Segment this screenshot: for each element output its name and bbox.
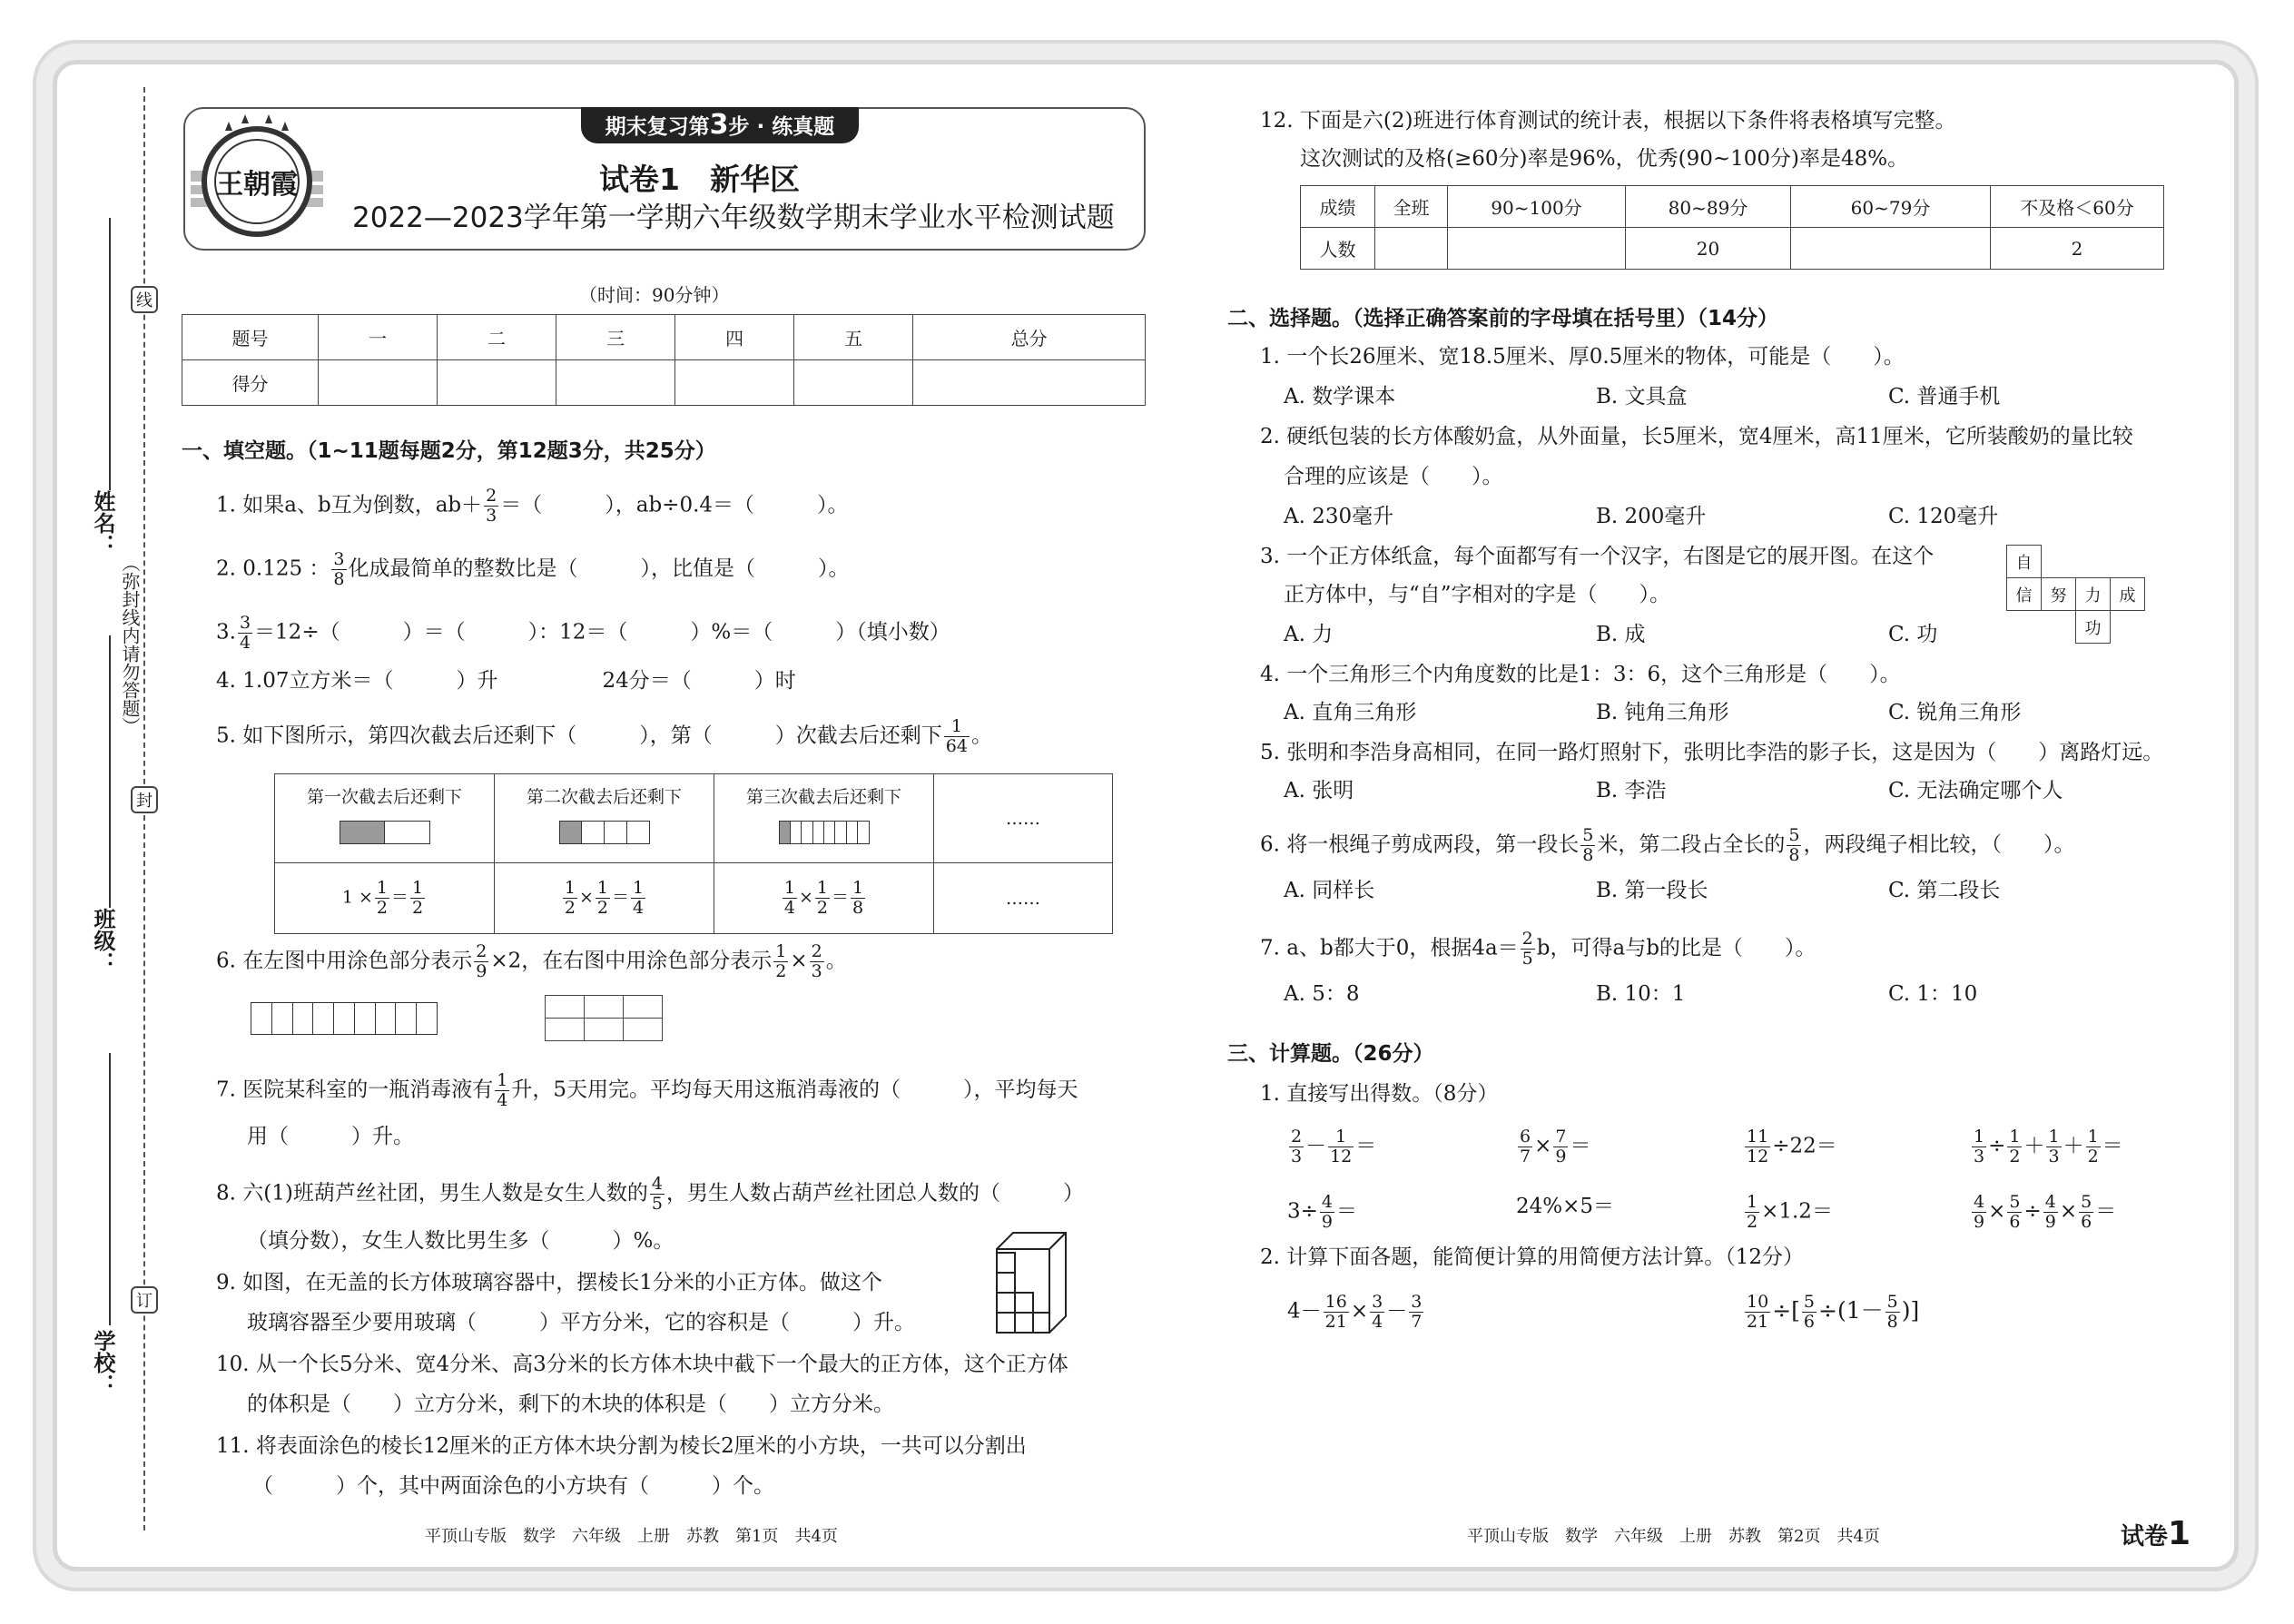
paper-tag-num: 1 [2168,1515,2191,1552]
mc-q5-c[interactable]: C. 无法确定哪个人 [1888,779,2063,802]
q10-cont: 的体积是（ ）立方分米，剩下的木块的体积是（ ）立方分米。 [247,1393,894,1416]
q1-text: ＝（ ），ab÷0.4＝（ ）。 [500,493,849,517]
logo-text: 王朝霞 [216,169,298,201]
stats-head: 不及格＜60分 [1991,186,2164,228]
q11-cont: （ ）个，其中两面涂色的小方块有（ ）个。 [252,1474,774,1498]
score-cell[interactable] [319,360,438,406]
calc-expr: $\frac{6}{7}$ × $\frac{7}{9}$ ＝ [1520,1127,1591,1166]
mc-q6-a[interactable]: A. 同样长 [1284,879,1375,902]
q7-text: 7. a、b都大于0，根据4a＝ [1260,936,1519,960]
q6-text: ，两段绳子相比较，（ ）。 [1803,832,2075,857]
stats-cell: 2 [1991,228,2164,270]
mc-q4: 4. 一个三角形三个内角度数的比是1：3：6，这个三角形是（ ）。 [1260,663,1901,686]
footer-right: 平顶山专版 数学 六年级 上册 苏教 第2页 共4页 [1467,1527,1880,1546]
mc-q5-b[interactable]: B. 李浩 [1596,779,1667,802]
cut-expr: $\frac{1}{2}$ × $\frac{1}{2}$ ＝ $\frac{1}{4}$ [495,863,714,934]
op: ÷22＝ [1772,1134,1837,1158]
net-face: 努 [2042,578,2076,611]
grid-9-cells[interactable] [251,1002,438,1035]
fraction: $\frac{2}{3}$ [486,486,497,526]
mc-q6: 6. 将一根绳子剪成两段，第一段长 $\frac{5}{8}$ 米，第二段占全长的 $\frac{5}{8}$ ，两段绳子相比较，（ ）。 [1260,825,2075,865]
score-table [182,314,1146,406]
score-cell[interactable] [913,360,1146,406]
op: ÷ [2023,1199,2042,1224]
tie-mark: 订 [131,1286,158,1314]
stats-cell: 20 [1626,228,1791,270]
mc-q7-a[interactable]: A. 5：8 [1284,982,1360,1006]
stats-head: 60~79分 [1791,186,1991,228]
cut-col [495,774,714,863]
calc-expr: $\frac{1}{3}$ ÷ $\frac{1}{2}$ ＋ $\frac{1}{3}$ ＋ $\frac{1}{2}$ ＝ [1974,1127,2123,1166]
op: ＝ [2102,1134,2123,1158]
q12: 12. 下面是六(2)班进行体育测试的统计表，根据以下条件将表格填写完整。 [1260,109,1956,133]
op: × [2059,1199,2078,1224]
calc-expr: 4－ $\frac{16}{21}$ × $\frac{3}{4}$ － $\frac{3}{7}$ [1287,1292,1423,1332]
calc-expr: $\frac{11}{12}$ ÷22＝ [1747,1127,1837,1166]
net-face: 功 [2076,611,2111,644]
paper-number: 试卷1 新华区 [599,162,800,197]
cut-bar [340,821,430,844]
name-line [109,218,111,490]
score-label: 得分 [182,360,319,406]
class-label: 班级： [90,908,115,973]
mc-q1-a[interactable]: A. 数学课本 [1284,385,1396,408]
op: × [1350,1299,1369,1324]
score-cell[interactable] [675,360,794,406]
mc-q2-b[interactable]: B. 200毫升 [1596,505,1707,528]
q7-text: 升，5天用完。平均每天用这瓶消毒液的（ ），平均每天 [511,1078,1078,1102]
mc-q7-b[interactable]: B. 10：1 [1596,982,1686,1006]
banner [581,107,859,143]
op: × [1988,1199,2006,1224]
op: 3÷ [1287,1199,1318,1224]
op: 4－ [1287,1299,1322,1324]
op: ＋ [2023,1134,2045,1158]
q7: 7. 医院某科室的一瓶消毒液有 $\frac{1}{4}$ 升，5天用完。平均每天用这瓶消毒液的（ ），平均每天 [216,1070,1078,1110]
banner-num: 3 [709,109,729,141]
stats-head: 90~100分 [1448,186,1626,228]
mc-q2-c[interactable]: C. 120毫升 [1888,505,1999,528]
q8-text: 8. 六(1)班葫芦丝社团，男生人数是女生人数的 [216,1181,648,1206]
q3-text: ＝12÷（ ）＝（ ）：12＝（ ）%＝（ ）（填小数） [254,620,950,645]
q4: 4. 1.07立方米＝（ ）升 24分＝（ ）时 [216,669,796,693]
q5 [216,717,992,756]
paper-title: 2022—2023学年第一学期六年级数学期末学业水平检测试题 [352,202,1115,234]
cut-col [275,774,495,863]
calc-expr: $\frac{1}{2}$ ×1.2＝ [1747,1192,1833,1232]
op: ＝ [1355,1134,1377,1158]
cut-head: 第三次截去后还剩下 [745,787,901,807]
calc-expr: 24%×5＝ [1516,1195,1615,1218]
q7-cont: 用（ ）升。 [247,1125,414,1148]
cut-expr: 1 × $\frac{1}{2}$ ＝ $\frac{1}{2}$ [275,863,495,934]
mc-q4-a[interactable]: A. 直角三角形 [1284,701,1417,724]
mc-q6-b[interactable]: B. 第一段长 [1596,879,1708,902]
mc-q4-c[interactable]: C. 锐角三角形 [1888,701,2022,724]
mc-q5: 5. 张明和李浩身高相同，在同一路灯照射下，张明比李浩的影子长，这是因为（ ）离路灯远。 [1260,741,2164,764]
q6-text: ×2，在右图中用涂色部分表示 [490,949,773,973]
cut-bar [559,821,650,844]
banner-text: 期末复习第 [605,115,710,139]
mc-q1-b[interactable]: B. 文具盒 [1596,385,1688,408]
q11: 11. 将表面涂色的棱长12厘米的正方体木块分割为棱长2厘米的小方块，一共可以分割出 [216,1434,1027,1458]
op: ) [1901,1297,1911,1324]
score-head: 五 [794,315,913,360]
calc-expr: 3÷ $\frac{4}{9}$ ＝ [1287,1192,1357,1232]
q1 [216,487,849,526]
fraction: $\frac{1}{64}$ [945,716,968,756]
op: ＋ [2063,1134,2084,1158]
calc-s2: 2. 计算下面各题，能简便计算的用简便方法计算。（12分） [1260,1245,1805,1269]
q9: 9. 如图，在无盖的长方体玻璃容器中，摆棱长1分米的小正方体。做这个 [216,1271,882,1294]
cut-head: 第二次截去后还剩下 [526,787,682,807]
paper-tag [2121,1516,2191,1555]
mc-q7: 7. a、b都大于0，根据4a＝ $\frac{2}{5}$ b，可得a与b的比是（ ）。 [1260,929,1816,969]
mc-q3-a[interactable]: A. 力 [1284,623,1334,646]
paper-tag-text: 试卷 [2121,1523,2169,1550]
mc-q5-a[interactable]: A. 张明 [1284,779,1354,802]
q7-text: b，可得a与b的比是（ ）。 [1536,936,1816,960]
op: ÷ [1988,1134,2006,1158]
net-face: 自 [2007,546,2042,578]
logo [189,114,325,247]
mc-q4-b[interactable]: B. 钝角三角形 [1596,701,1729,724]
fraction: $\frac{3}{4}$ [239,613,251,653]
margin-warning: （弥封线内请勿答题） [119,554,141,735]
mc-q1-c[interactable]: C. 普通手机 [1888,385,2001,408]
op: ÷ [1772,1297,1792,1324]
op: ×1.2＝ [1761,1199,1833,1224]
mc-q6-c[interactable]: C. 第二段长 [1888,879,2001,902]
calc-expr: $\frac{10}{21}$ ÷[ $\frac{5}{6}$ ÷(1－ $\frac{5}{8}$ )] [1747,1292,1920,1332]
net-face: 成 [2111,578,2145,611]
q2 [216,550,850,589]
q6-text: 米，第二段占全长的 [1597,832,1786,857]
score-head: 四 [675,315,794,360]
line-mark: 线 [131,286,158,313]
name-label: 姓名： [90,490,115,556]
q3-text: 3. [216,620,236,645]
mc-q7-c[interactable]: C. 1：10 [1888,982,1978,1006]
banner-tail: 步 · 练真题 [728,115,835,139]
expr-text: 1 × [341,887,373,908]
score-head: 题号 [182,315,319,360]
op: (1－ [1836,1297,1884,1324]
mc-q2: 2. 硬纸包装的长方体酸奶盒，从外面量，长5厘米，宽4厘米，高11厘米，它所装酸奶的量比较 [1260,425,2133,448]
op: × [1534,1134,1552,1158]
stats-cell[interactable] [1448,228,1626,270]
q5-text: 。 [970,723,992,748]
fraction: $\frac{3}{8}$ [333,549,345,589]
expr-text: ＝ [832,887,850,908]
mc-q3-c[interactable]: C. 功 [1888,623,1938,646]
footer-left: 平顶山专版 数学 六年级 上册 苏教 第1页 共4页 [425,1527,838,1546]
score-head: 二 [438,315,556,360]
score-cell[interactable] [556,360,675,406]
calc-expr: $\frac{4}{9}$ × $\frac{5}{6}$ ÷ $\frac{4}{9}$ × $\frac{5}{6}$ ＝ [1974,1192,2117,1232]
expr-text: ＝ [391,887,409,908]
q7-text: 7. 医院某科室的一瓶消毒液有 [216,1078,494,1102]
score-head: 一 [319,315,438,360]
cut-expr: $\frac{1}{4}$ × $\frac{1}{2}$ ＝ $\frac{1}{8}$ [714,863,934,934]
net-face: 信 [2007,578,2042,611]
cut-bar [779,821,870,844]
stats-head: 80~89分 [1626,186,1791,228]
q6-text: 。 [825,949,847,973]
q8-cont: （填分数），女生人数比男生多（ ）%。 [247,1229,674,1253]
q1-text: 1. 如果a、b互为倒数，ab＋ [216,493,483,517]
stats-table [1300,185,2164,270]
expr-text: ＝ [612,887,630,908]
cut-more: …… [934,863,1113,934]
mc-q3-b[interactable]: B. 成 [1596,623,1646,646]
op: ÷ [1818,1297,1837,1324]
score-head: 三 [556,315,675,360]
q9-cont: 玻璃容器至少要用玻璃（ ）平方分米，它的容积是（ ）升。 [247,1311,915,1334]
cut-more: …… [934,774,1113,863]
cut-head: 第一次截去后还剩下 [306,787,462,807]
school-line [109,1053,111,1325]
q2-text: 化成最简单的整数比是（ ），比值是（ ）。 [348,556,850,581]
q6: 6. 在左图中用涂色部分表示 $\frac{2}{9}$ ×2，在右图中用涂色部分表示 $\frac{1}{2}$ × $\frac{2}{3}$ 。 [216,941,847,981]
op: ＝ [1570,1134,1591,1158]
class-line [109,635,111,908]
mc-q2-a[interactable]: A. 230毫升 [1284,505,1394,528]
q12-cond: 这次测试的及格(≥60分)率是96%，优秀(90~100分)率是48%。 [1300,147,1909,171]
score-cell[interactable] [438,360,556,406]
exam-time: （时间：90分钟） [579,284,730,306]
stats-label: 人数 [1301,228,1375,270]
op: ＝ [2095,1199,2117,1224]
mc-q2-cont: 合理的应该是（ ）。 [1284,465,1503,488]
grid-2x3[interactable] [545,995,663,1041]
stats-cell[interactable] [1375,228,1448,270]
mc-q1: 1. 一个长26厘米、宽18.5厘米、厚0.5厘米的物体，可能是（ ）。 [1260,345,1905,369]
q8: 8. 六(1)班葫芦丝社团，男生人数是女生人数的 $\frac{4}{5}$ ，男生人数占葫芦丝社团总人数的（ ） [216,1174,1084,1214]
calc-expr: $\frac{2}{3}$ － $\frac{1}{12}$ ＝ [1291,1127,1377,1166]
part3-heading: 三、计算题。（26分） [1227,1042,1434,1066]
score-cell[interactable] [794,360,913,406]
score-head: 总分 [913,315,1146,360]
stats-cell[interactable] [1791,228,1991,270]
container-figure [993,1229,1068,1336]
op: ＝ [1336,1199,1357,1224]
mc-q3-cont: 正方体中，与“自”字相对的字是（ ）。 [1284,583,1671,606]
q2-text: 2. 0.125 ： [216,556,330,581]
calc-s1: 1. 直接写出得数。（8分） [1260,1082,1499,1106]
stats-head: 成绩 [1301,186,1375,228]
op: － [1386,1299,1408,1324]
school-label: 学校： [90,1330,115,1395]
q5-text: 5. 如下图所示，第四次截去后还剩下（ ），第（ ）次截去后还剩下 [216,723,942,748]
stats-head: 全班 [1375,186,1448,228]
part1-heading: 一、填空题。（1~11题每题2分，第12题3分，共25分） [182,439,716,463]
net-face: 力 [2076,578,2111,611]
q3 [216,614,950,653]
q6-text: 6. 在左图中用涂色部分表示 [216,949,473,973]
cube-net [2006,545,2145,644]
q10: 10. 从一个长5分米、宽4分米、高3分米的长方体木块中截下一个最大的正方体，这个正方体 [216,1353,1068,1376]
cut-col [714,774,934,863]
q6-text: 6. 将一根绳子剪成两段，第一段长 [1260,832,1580,857]
seal-mark: 封 [131,786,158,813]
op: － [1305,1134,1327,1158]
cut-table [274,773,1113,934]
q8-text: ，男生人数占葫芦丝社团总人数的（ ） [665,1181,1084,1206]
part2-heading: 二、选择题。（选择正确答案前的字母填在括号里）（14分） [1227,307,1779,330]
mc-q3: 3. 一个正方体纸盒，每个面都写有一个汉字，右图是它的展开图。在这个 [1260,545,1935,568]
